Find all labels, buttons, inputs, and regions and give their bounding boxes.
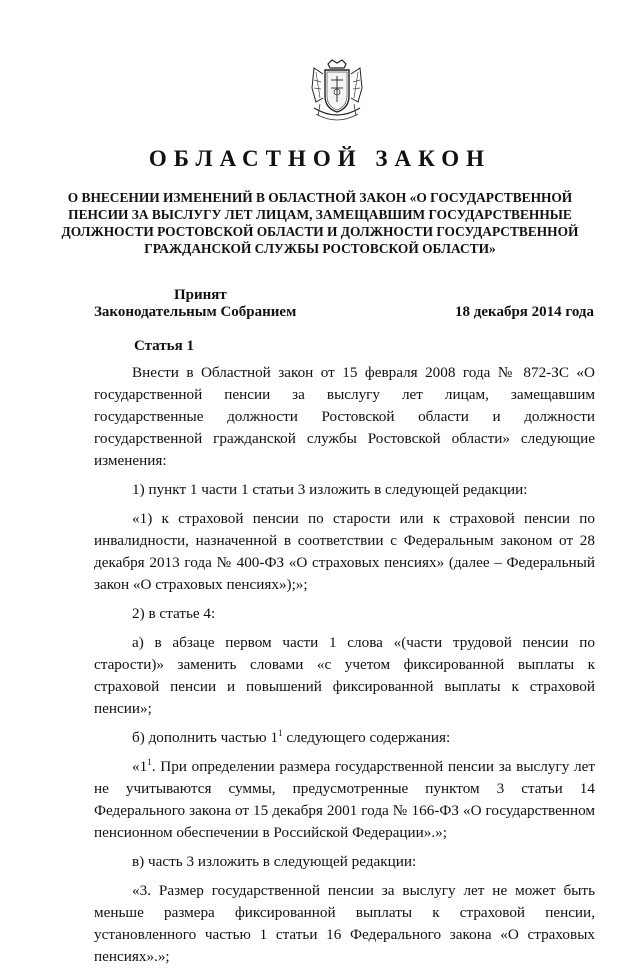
- article-body: [94, 362, 595, 975]
- paragraph-item-1-text: «1) к страховой пенсии по старости или к страховой пенсии по инвалидности, назначенной в соответствии с Федеральным законом от 28 декабря 2013 года № 400-ФЗ «О страховых пенсиях» (далее – Федеральный закон «О страховых пенсиях»);»;: [94, 510, 595, 593]
- paragraph-item-2: 2) в статье 4:: [132, 605, 216, 622]
- superscript: 1: [147, 756, 152, 767]
- paragraph-item-2c-text: «3. Размер государственной пенсии за выслугу лет не может быть меньше размера фиксированной выплаты к страховой пенсии, установленного частью 1 статьи 16 Федерального закона «О страховых пенсиях».»;: [94, 882, 595, 965]
- paragraph-item-2c: в) часть 3 изложить в следующей редакции:: [132, 853, 417, 870]
- adopted-by: Законодательным Собранием: [94, 304, 297, 320]
- paragraph-item-2b-post: следующего содержания:: [282, 729, 451, 746]
- paragraph-item-1: 1) пункт 1 части 1 статьи 3 изложить в следующей редакции:: [132, 481, 528, 498]
- paragraph-item-2b-pre: б) дополнить частью 1: [132, 729, 279, 746]
- paragraph-item-2b-text-pre: «1: [132, 758, 148, 775]
- paragraph-item-2b-text-post: . При определении размера государственной пенсии за выслугу лет не учитываются суммы, предусмотренные пунктом 3 статьи 14 Федерального закона от 15 декабря 2001 года № 166-ФЗ «О государственном пенсионном обеспечении в Российской Федерации».»;: [94, 758, 595, 841]
- paragraph-intro: Внести в Областной закон от 15 февраля 2008 года № 872-ЗС «О государственной пенсии за выслугу лет лицам, замещавшим государственные должности Ростовской области и должности государственной гражданской службы Ростовской области» следующие изменения:: [94, 364, 595, 469]
- article-heading: Статья 1: [134, 338, 194, 354]
- document-subtitle: О ВНЕСЕНИИ ИЗМЕНЕНИЙ В ОБЛАСТНОЙ ЗАКОН «О ГОСУДАРСТВЕННОЙ ПЕНСИИ ЗА ВЫСЛУГУ ЛЕТ ЛИЦАМ, ЗАМЕЩАВШИМ ГОСУДАРСТВЕННЫЕ ДОЛЖНОСТИ РОСТОВСКОЙ ОБЛАСТИ И ДОЛЖНОСТИ ГОСУДАРСТВЕННОЙ ГРАЖДАНСКОЙ СЛУЖБЫ РОСТОВСКОЙ ОБЛАСТИ»: [61, 190, 579, 256]
- document-title: ОБЛАСТНОЙ ЗАКОН: [148, 146, 492, 171]
- paragraph-item-2a: а) в абзаце первом части 1 слова «(части трудовой пенсии по старости)» заменить словами «с учетом фиксированной выплаты к страховой пенсии и повышений фиксированной выплаты к страховой пенсии»;: [94, 634, 595, 717]
- adopted-date: 18 декабря 2014 года: [455, 304, 594, 320]
- paragraph-item-2b: [94, 727, 595, 749]
- paragraph-item-2b-text: [94, 756, 595, 844]
- coat-of-arms-emblem: [306, 58, 368, 126]
- superscript: 1: [278, 727, 283, 738]
- adopted-label: Принят: [174, 287, 227, 303]
